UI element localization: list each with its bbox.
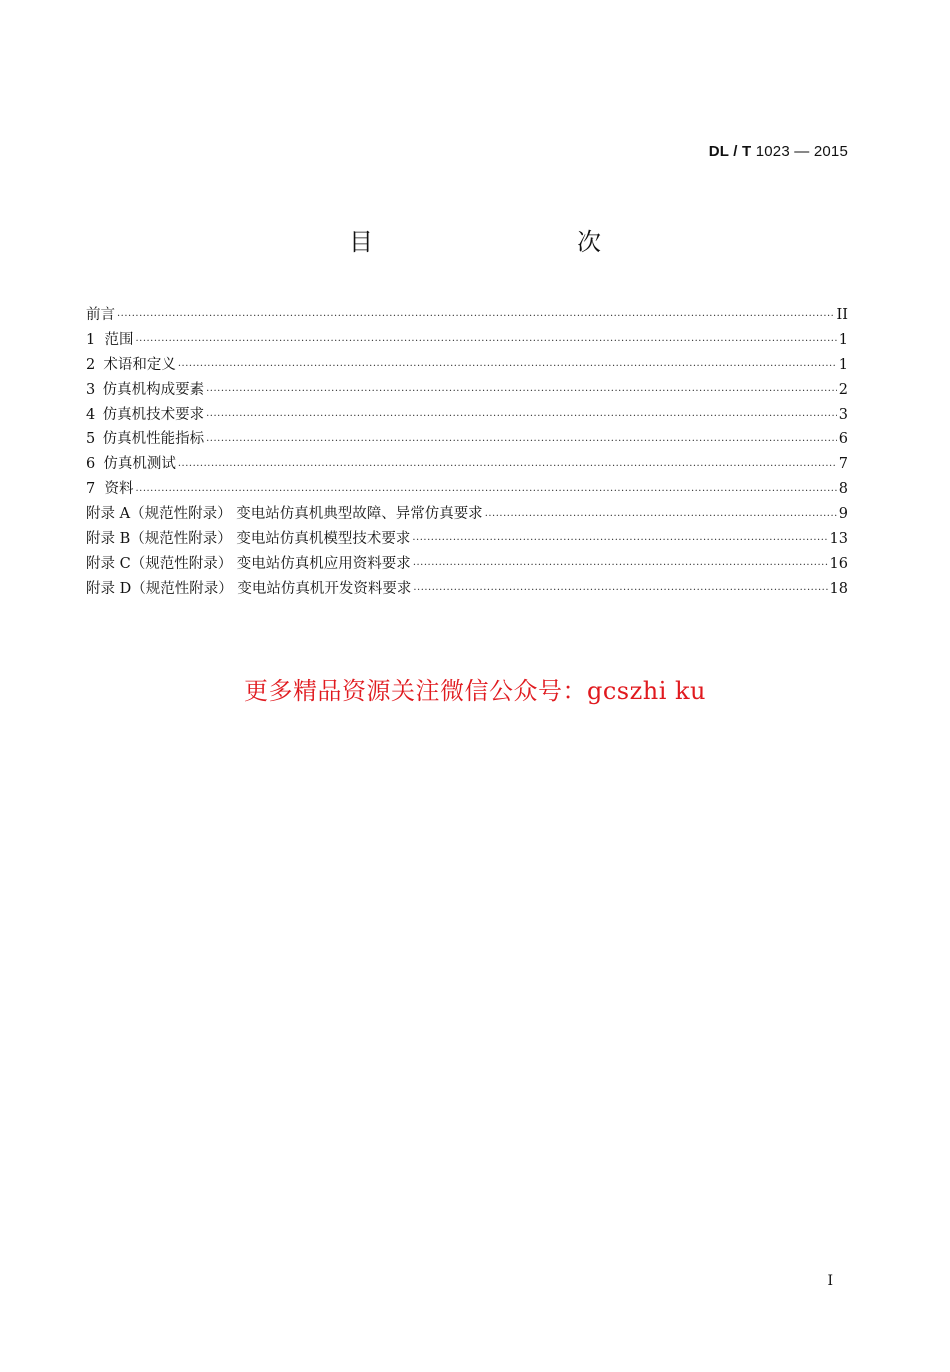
toc-entry-number: 1 xyxy=(86,331,96,348)
toc-entry-label: 附录 A（规范性附录） 变电站仿真机典型故障、异常仿真要求 xyxy=(86,506,483,523)
toc-entry-page: 6 xyxy=(838,431,848,448)
toc-entry-page: II xyxy=(836,307,848,323)
toc-entry-page: 2 xyxy=(838,381,848,398)
toc-leader-dots xyxy=(117,312,835,322)
toc-entry-page: 7 xyxy=(838,456,848,473)
page-number: I xyxy=(827,1273,833,1289)
standard-number: 1023 — 2015 xyxy=(751,143,848,160)
toc-entry-page: 13 xyxy=(829,531,848,548)
standard-prefix: DL / T xyxy=(708,143,752,160)
toc-entry-number: 5 xyxy=(86,431,96,448)
toc-entry-page: 1 xyxy=(838,356,848,373)
toc-entry-label: 资料 xyxy=(104,481,134,498)
toc-leader-dots xyxy=(178,462,837,472)
toc-entry-label: 附录 B（规范性附录） 变电站仿真机模型技术要求 xyxy=(86,531,411,548)
toc-leader-dots xyxy=(413,561,828,571)
toc-entry[interactable] xyxy=(86,427,848,452)
toc-entry[interactable] xyxy=(86,328,848,353)
standard-code xyxy=(709,143,848,160)
toc-entry-page: 16 xyxy=(829,555,848,572)
toc-entry-label: 仿真机性能指标 xyxy=(102,431,205,448)
toc-entry-number: 7 xyxy=(86,481,96,498)
toc-entry-label: 附录 C（规范性附录） 变电站仿真机应用资料要求 xyxy=(86,555,411,572)
toc-entry-page: 8 xyxy=(838,481,848,498)
toc-entry[interactable] xyxy=(86,577,848,602)
toc-entry-label: 仿真机技术要求 xyxy=(102,406,205,423)
toc-leader-dots xyxy=(413,586,827,596)
toc-leader-dots xyxy=(135,337,836,347)
toc-entry-label: 仿真机测试 xyxy=(103,456,176,473)
toc-entry[interactable] xyxy=(86,353,848,378)
toc-entry[interactable] xyxy=(86,303,848,328)
toc-entry-page: 18 xyxy=(829,580,848,597)
toc-entry-number: 6 xyxy=(86,456,96,473)
toc-entry-number: 3 xyxy=(86,381,96,398)
toc-title: 目 次 xyxy=(349,228,653,256)
toc-entry[interactable] xyxy=(86,452,848,477)
toc-leader-dots xyxy=(206,387,837,397)
toc-entry[interactable] xyxy=(86,378,848,403)
toc-entry-label: 范围 xyxy=(104,331,134,348)
toc-leader-dots xyxy=(412,536,827,546)
toc-entry-label: 术语和定义 xyxy=(103,356,176,373)
toc-entry-label: 仿真机构成要素 xyxy=(102,381,205,398)
toc-entry-page: 9 xyxy=(838,506,848,523)
toc-leader-dots xyxy=(135,487,836,497)
toc-entry[interactable] xyxy=(86,502,848,527)
toc-entry-label: 附录 D（规范性附录） 变电站仿真机开发资料要求 xyxy=(86,580,412,597)
toc-entry[interactable] xyxy=(86,403,848,428)
toc-entry[interactable] xyxy=(86,552,848,577)
toc-leader-dots xyxy=(206,412,837,422)
toc-entry[interactable] xyxy=(86,477,848,502)
table-of-contents xyxy=(86,303,848,602)
toc-entry-page: 1 xyxy=(838,331,848,348)
toc-entry-number: 4 xyxy=(86,406,96,423)
toc-leader-dots xyxy=(206,437,837,447)
toc-leader-dots xyxy=(178,362,837,372)
toc-entry-page: 3 xyxy=(838,406,848,423)
toc-entry-number: 2 xyxy=(86,356,96,373)
toc-entry[interactable] xyxy=(86,527,848,552)
toc-entry-label: 前言 xyxy=(86,307,115,323)
toc-leader-dots xyxy=(485,512,837,522)
promo-text: 更多精品资源关注微信公众号：gcszhi ku xyxy=(243,677,707,705)
